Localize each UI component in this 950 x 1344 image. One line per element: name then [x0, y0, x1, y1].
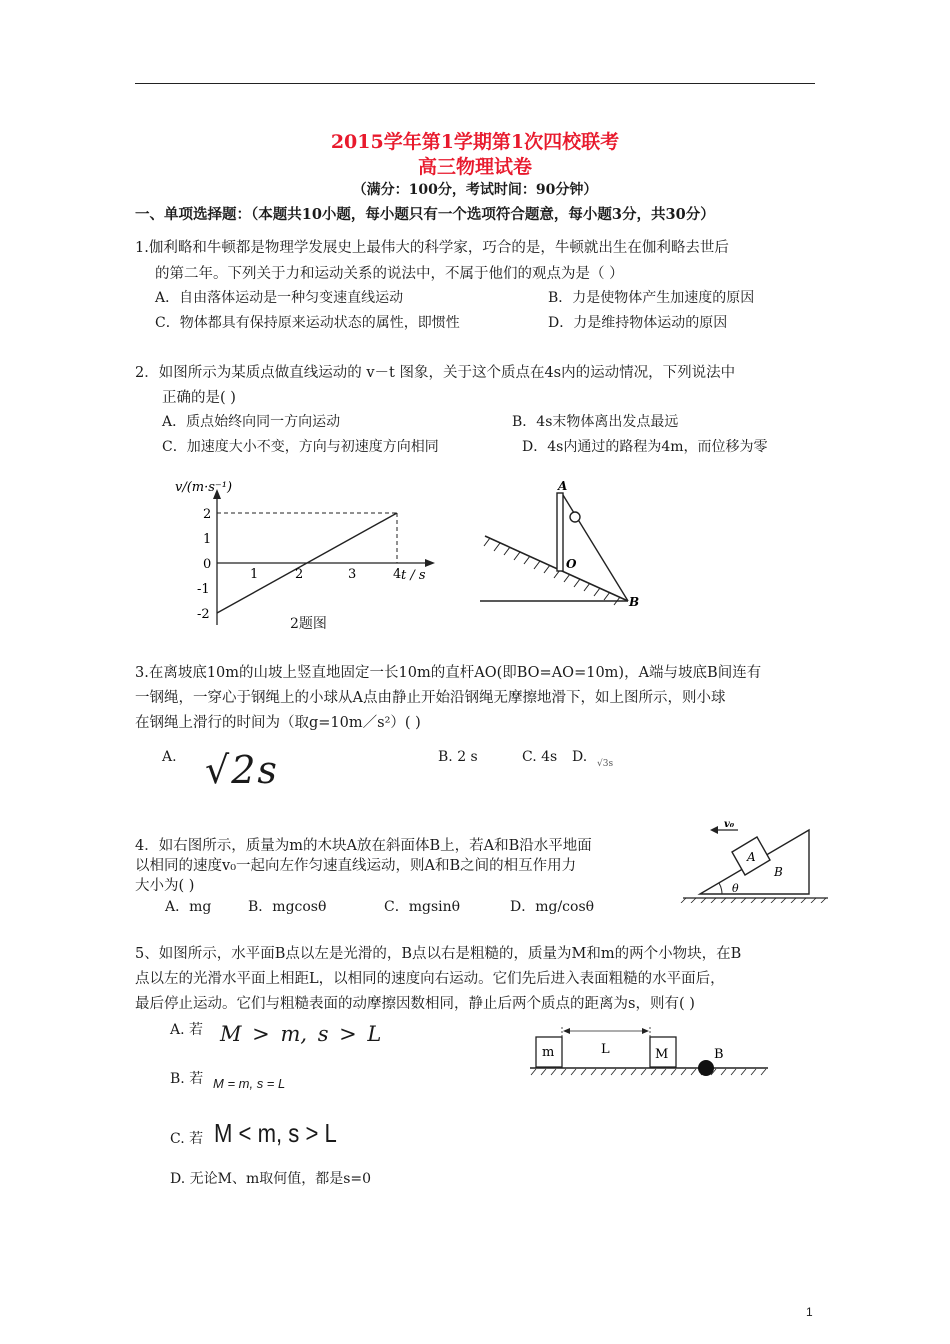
label-big-m: M — [655, 1047, 669, 1062]
q1-option-d: D．力是维持物体运动的原因 — [548, 315, 728, 331]
q2-vt-graph — [165, 475, 445, 635]
point-b-marker — [698, 1060, 714, 1076]
label-b: B — [629, 595, 640, 608]
q5-option-c-prefix: C. 若 — [170, 1131, 204, 1147]
label-b: B — [714, 1047, 724, 1062]
dim-arrow-right — [642, 1028, 649, 1034]
label-l: L — [601, 1042, 610, 1057]
y-tick-label: 1 — [203, 532, 212, 547]
label-a: A — [558, 479, 568, 493]
graph-x-arrow — [425, 559, 435, 567]
label-block-a: A — [747, 850, 756, 864]
q5-option-b-math: M = m, s = L — [213, 1076, 286, 1091]
q1-line2: 的第二年。下列关于力和运动关系的说法中，不属于他们的观点为是（ ） — [155, 266, 624, 282]
q3-line1: 3.在离坡底10m的山坡上竖直地固定一长10m的直杆AO(即BO=AO=10m)，A端与坡底B间连有 — [135, 665, 762, 681]
x-tick-label: 1 — [250, 567, 259, 582]
graph-xlabel: t / s — [401, 568, 426, 583]
q2-figure-caption: 2题图 — [290, 616, 327, 632]
x-tick-label: 4 — [393, 567, 402, 582]
q1-line1: 1.伽利略和牛顿都是物理学发展史上最伟大的科学家，巧合的是，牛顿就出生在伽利略去世后 — [135, 240, 729, 256]
q3-option-b: B. 2 s — [438, 749, 478, 765]
slope-hatching — [484, 538, 620, 605]
label-wedge-b: B — [774, 865, 783, 879]
section-heading: 一、单项选择题：（本题共10小题，每小题只有一个选项符合题意，每小题3分，共30分） — [135, 206, 715, 223]
q4-option-a: A．mg — [165, 899, 212, 915]
v0-arrow-head — [710, 826, 718, 834]
vertical-rod — [557, 493, 563, 571]
y-tick-label: 2 — [203, 507, 212, 522]
q4-line1: 4．如右图所示，质量为m的木块A放在斜面体B上，若A和B沿水平地面 — [135, 838, 592, 854]
q1-option-c: C．物体都具有保持原来运动状态的属性，即惯性 — [155, 315, 460, 331]
y-tick-label: -1 — [197, 582, 210, 597]
q5-option-b-prefix: B. 若 — [170, 1071, 204, 1087]
q2-option-b: B．4s末物体离出发点最远 — [512, 414, 679, 430]
q5-option-a-math: M > m, s > L — [220, 1022, 382, 1046]
exam-info: （满分：100分，考试时间：90分钟） — [352, 182, 598, 198]
q5-line2: 点以左的光滑水平面上相距L，以相同的速度向右运动。它们先后进入表面粗糙的水平面后， — [135, 971, 725, 987]
steel-cable — [563, 495, 628, 601]
header-rule — [135, 83, 815, 84]
q4-option-c: C．mgsinθ — [384, 899, 461, 915]
q3-rod-figure — [480, 478, 650, 608]
q5-line1: 5、如图所示，水平面B点以左是光滑的，B点以右是粗糙的，质量为M和m的两个小物块，在B — [135, 946, 742, 962]
q4-line2: 以相同的速度v₀一起向左作匀速直线运动，则A和B之间的相互作用力 — [135, 858, 577, 874]
q2-option-a: A．质点始终向同一方向运动 — [162, 414, 341, 430]
q4-option-d: D．mg/cosθ — [510, 899, 595, 915]
q5-option-d: D. 无论M、m取何值，都是s=0 — [170, 1171, 372, 1187]
y-tick-label: 0 — [203, 557, 212, 572]
exam-subtitle: 高三物理试卷 — [417, 156, 532, 178]
q5-option-a-prefix: A. 若 — [170, 1022, 204, 1038]
q4-option-b: B．mgcosθ — [248, 899, 327, 915]
floor-hatching — [681, 898, 826, 903]
label-m: m — [542, 1045, 555, 1060]
q3-option-d-value: √3s — [597, 759, 614, 769]
q3-line2: 一钢绳，一穿心于钢绳上的小球从A点由静止开始沿钢绳无摩擦地滑下，如上图所示，则小球 — [135, 690, 726, 706]
y-tick-label: -2 — [197, 607, 210, 622]
small-ball — [570, 512, 580, 522]
graph-ylabel: v/(m·s⁻¹) — [175, 480, 233, 495]
q2-option-d: D．4s内通过的路程为4m，而位移为零 — [522, 439, 768, 455]
dim-arrow-left — [563, 1028, 570, 1034]
q3-option-d-label: D. — [572, 749, 588, 765]
q4-line3: 大小为( ) — [135, 878, 195, 894]
q1-option-b: B．力是使物体产生加速度的原因 — [548, 290, 755, 306]
q2-line2: 正确的是( ) — [162, 390, 236, 406]
q5-blocks-figure — [528, 1025, 773, 1080]
q2-line1: 2．如图所示为某质点做直线运动的 v－t 图象，关于这个质点在4s内的运动情况，下列说法中 — [135, 365, 736, 381]
track-hatching — [531, 1069, 766, 1075]
q4-incline-figure — [678, 818, 833, 903]
page-number: 1 — [806, 1305, 813, 1319]
exam-title: 2015学年第1学期第1次四校联考 — [330, 131, 620, 153]
x-tick-label: 2 — [295, 567, 304, 582]
q3-line3: 在钢绳上滑行的时间为（取g=10m／s²）( ) — [135, 715, 421, 731]
q2-option-c: C．加速度大小不变，方向与初速度方向相同 — [162, 439, 439, 455]
q5-option-c-math: M < m, s > L — [214, 1118, 337, 1148]
q3-option-a-label: A. — [162, 749, 177, 765]
q5-line3: 最后停止运动。它们与粗糙表面的动摩擦因数相同，静止后两个质点的距离为s，则有( ) — [135, 996, 695, 1012]
label-theta: θ — [732, 882, 739, 895]
q3-option-a-value: √2s — [205, 748, 279, 792]
q3-option-c: C. 4s — [522, 749, 558, 765]
label-o: O — [566, 557, 577, 571]
x-tick-label: 3 — [348, 567, 357, 582]
q1-option-a: A．自由落体运动是一种匀变速直线运动 — [155, 290, 404, 306]
label-v0: v₀ — [724, 819, 735, 830]
